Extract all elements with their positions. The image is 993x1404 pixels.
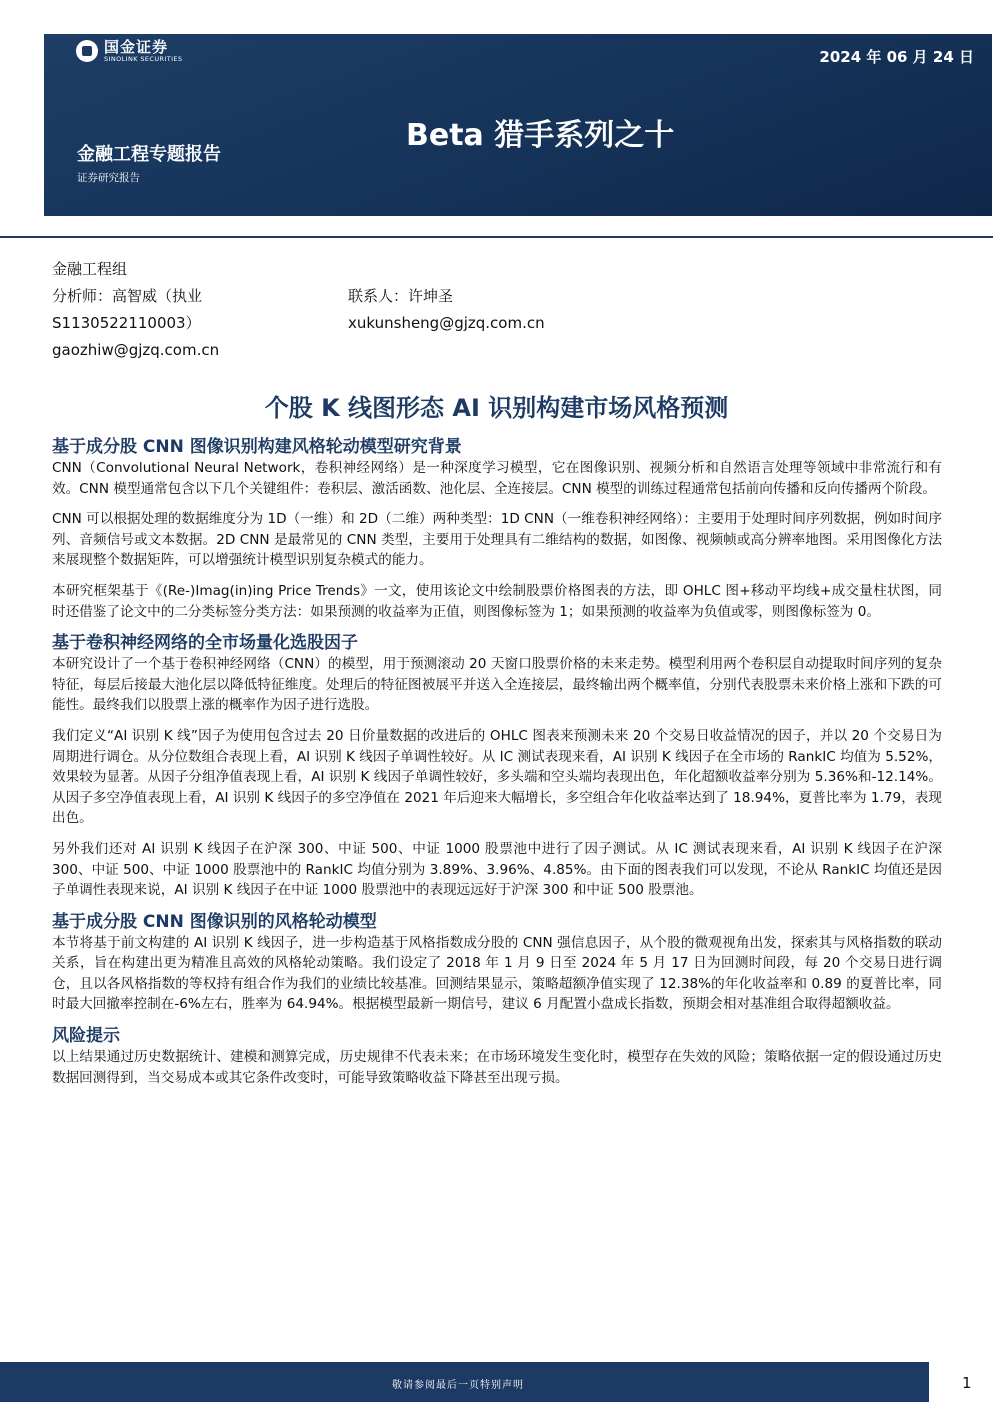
section-heading: 基于成分股 CNN 图像识别的风格轮动模型	[52, 911, 377, 932]
report-date: 2024 年 06 月 24 日	[819, 48, 974, 66]
report-type: 金融工程专题报告	[77, 144, 221, 165]
paragraph: 以上结果通过历史数据统计、建模和测算完成，历史规律不代表未来；在市场环境发生变化时，模型存在失效的风险；策略依据一定的假设通过历史数据回测得到，当交易成本或其它条件改变时，可能导致策略收益下降甚至出现亏损。	[52, 1049, 942, 1086]
paragraph: CNN（Convolutional Neural Network，卷积神经网络）是一种深度学习模型，它在图像识别、视频分析和自然语言处理等领域中非常流行和有效。CNN 模型通常包含以下几个关键组件：卷积层、激活函数、池化层、全连接层。CNN 模型的训练过程通常包括前向传播和反向传播两个阶段。	[52, 460, 942, 497]
section-cnn-factor	[52, 632, 942, 901]
paragraph: 我们定义“AI 识别 K 线”因子为使用包含过去 20 日价量数据的改进后的 OHLC 图表来预测未来 20 个交易日收益情况的因子，并以 20 个交易日为周期进行调仓。从分位数组合表现上看，AI 识别 K 线因子单调性较好。从 IC 测试表现来看，AI 识别 K 线因子在全市场的 RankIC 均值为 5.52%，效果较为显著。从因子分组净值表现上看，AI 识别 K 线因子单调性较好，多头端和空头端均表现出色，年化超额收益率分别为 5.36%和-12.14%。从因子多空净值表现上看，AI 识别 K 线因子的多空净值在 2021 年后迎来大幅增长，多空组合年化收益率达到了 18.94%，夏普比率为 1.79，表现出色。	[52, 727, 942, 827]
analyst-name: 分析师：高智威（执业	[52, 287, 203, 305]
section-style-rotation	[52, 911, 942, 1015]
header-divider	[0, 236, 993, 238]
paragraph: 本节将基于前文构建的 AI 识别 K 线因子，进一步构造基于风格指数成分股的 CNN 强信息因子，从个股的微观视角出发，探索其与风格指数的联动关系，旨在构建出更为精准且高效的风格轮动策略。我们设定了 2018 年 1 月 9 日至 2024 年 5 月 17 日为回测时间段，每 20 个交易日进行调仓，且以各风格指数的等权持有组合作为我们的业绩比较基准。回测结果显示，策略超额净值实现了 12.38%的年化收益率和 0.89 的夏普比率，同时最大回撤率控制在-6%左右，胜率为 64.94%。根据模型最新一期信号，建议 6 月配置小盘成长指数，预期会相对基准组合取得超额收益。	[52, 934, 942, 1013]
team-name: 金融工程组	[52, 260, 128, 278]
series-title: Beta 猎手系列之十	[406, 118, 675, 153]
paragraph: 本研究设计了一个基于卷积神经网络（CNN）的模型，用于预测滚动 20 天窗口股票价格的未来走势。模型利用两个卷积层自动提取时间序列的复杂特征，每层后接最大池化层以降低特征维度。处理后的特征图被展平并送入全连接层，最终输出两个概率值，分别代表股票未来价格上涨和下跌的可能性。最终我们以股票上涨的概率作为因子进行选股。	[52, 656, 942, 714]
page-number: 1	[962, 1374, 972, 1392]
analyst-email[interactable]: gaozhiw@gjzq.com.cn	[52, 341, 220, 359]
logo-mark-icon	[76, 40, 98, 62]
contact-block	[348, 283, 545, 337]
author-block	[52, 256, 219, 364]
section-heading: 风险提示	[52, 1026, 120, 1047]
paragraph: 本研究框架基于《(Re-)Imag(in)ing Price Trends》一文，使用该论文中绘制股票价格图表的方法，即 OHLC 图+移动平均线+成交量柱状图，同时还借鉴了论文中的二分类标签分类方法：如果预测的收益率为正值，则图像标签为 1；如果预测的收益率为负值或零，则图像标签为 0。	[52, 582, 942, 620]
section-heading: 基于成分股 CNN 图像识别构建风格轮动模型研究背景	[52, 437, 462, 457]
report-title: 个股 K 线图形态 AI 识别构建市场风格预测	[264, 394, 729, 422]
contact-email[interactable]: xukunsheng@gjzq.com.cn	[348, 314, 545, 332]
logo-name-en: SINOLINK SECURITIES	[104, 55, 183, 63]
report-header-banner	[44, 34, 992, 216]
footer-disclaimer[interactable]: 敬请参阅最后一页特别声明	[392, 1380, 524, 1391]
contact-name: 联系人：许坤圣	[348, 287, 454, 305]
paragraph: CNN 可以根据处理的数据维度分为 1D（一维）和 2D（二维）两种类型：1D CNN（一维卷积神经网络）：主要用于处理时间序列数据，例如时间序列、音频信号或文本数据。2D CNN 是最常见的 CNN 类型，主要用于处理具有二维结构的数据，如图像、视频帧或高分辨率地图。采用图像化方法来展现整个数据矩阵，可以增强统计模型识别复杂模式的能力。	[52, 511, 942, 569]
section-background	[52, 436, 942, 622]
report-subtype: 证券研究报告	[77, 172, 140, 184]
report-body	[52, 436, 942, 1098]
paragraph: 另外我们还对 AI 识别 K 线因子在沪深 300、中证 500、中证 1000 股票池中进行了因子测试。从 IC 测试表现来看，AI 识别 K 线因子在沪深 300、中证 500、中证 1000 股票池中的 RankIC 均值分别为 3.89%、3.96%、4.85%。由下面的图表我们可以发现，不论从 RankIC 均值还是因子单调性表现来说，AI 识别 K 线因子在中证 1000 股票池中的表现远远好于沪深 300 和中证 500 股票池。	[52, 840, 942, 899]
analyst-license: S1130522110003）	[52, 314, 201, 332]
section-risk	[52, 1025, 942, 1088]
company-logo	[76, 39, 182, 63]
logo-name-cn: 国金证券	[104, 38, 169, 56]
section-heading: 基于卷积神经网络的全市场量化选股因子	[52, 633, 358, 654]
